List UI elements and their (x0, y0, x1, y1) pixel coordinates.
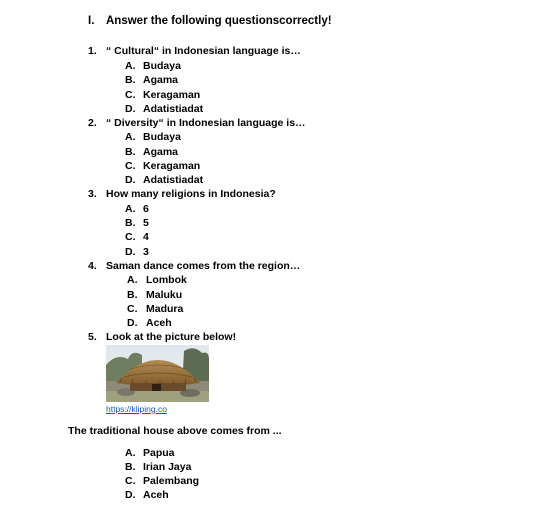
followup-question-text: The traditional house above comes from ... (68, 425, 282, 437)
option-letter: A. (125, 203, 136, 215)
option-letter: D. (127, 317, 138, 329)
option-letter: B. (125, 461, 136, 473)
option-text: Aceh (143, 489, 169, 501)
option-letter: A. (125, 447, 136, 459)
option-letter: D. (125, 103, 136, 115)
option-text: Agama (143, 74, 179, 86)
question-number: 5. (88, 331, 97, 343)
option-letter: A. (127, 274, 138, 286)
option-text: Maluku (146, 289, 183, 301)
question-text: “ Diversity“ in Indonesian language is… (106, 117, 306, 129)
option-text: 5 (143, 217, 149, 229)
question-text: “ Cultural“ in Indonesian language is… (106, 45, 301, 57)
option-letter: C. (125, 475, 136, 487)
option-text: Keragaman (143, 160, 201, 172)
question-text: Saman dance comes from the region… (106, 260, 301, 272)
option-letter: B. (125, 217, 136, 229)
traditional-house-photo (106, 345, 209, 402)
option-text: Keragaman (143, 89, 201, 101)
option-text: 6 (143, 203, 149, 215)
option-text: Budaya (143, 60, 181, 72)
option-text: 3 (143, 246, 149, 258)
option-letter: C. (125, 160, 136, 172)
option-letter: B. (125, 74, 136, 86)
option-letter: B. (127, 289, 138, 301)
option-letter: D. (125, 246, 136, 258)
option-text: Papua (143, 447, 175, 459)
option-letter: C. (125, 231, 136, 243)
question-text: Look at the picture below! (106, 331, 237, 343)
option-text: Adatistiadat (143, 103, 204, 115)
option-text: Adatistiadat (143, 174, 204, 186)
option-text: Irian Jaya (143, 461, 192, 473)
question-number: 4. (88, 260, 97, 272)
option-letter: A. (125, 131, 136, 143)
option-letter: D. (125, 174, 136, 186)
option-letter: A. (125, 60, 136, 72)
option-text: Madura (146, 303, 184, 315)
question-number: 1. (88, 45, 97, 57)
option-text: Budaya (143, 131, 181, 143)
option-text: Aceh (146, 317, 172, 329)
option-letter: D. (125, 489, 136, 501)
image-source-link[interactable]: https://kliping.co (106, 404, 167, 414)
option-text: 4 (143, 231, 149, 243)
option-text: Lombok (146, 274, 187, 286)
question-number: 3. (88, 188, 97, 200)
option-text: Agama (143, 146, 179, 158)
section-heading: Answer the following questionscorrectly! (106, 15, 332, 27)
option-text: Palembang (143, 475, 200, 487)
traditional-house-image (106, 345, 209, 402)
question-text: How many religions in Indonesia? (106, 188, 276, 200)
option-letter: C. (125, 89, 136, 101)
section-number: I. (88, 15, 95, 27)
option-letter: C. (127, 303, 138, 315)
option-letter: B. (125, 146, 136, 158)
question-number: 2. (88, 117, 97, 129)
